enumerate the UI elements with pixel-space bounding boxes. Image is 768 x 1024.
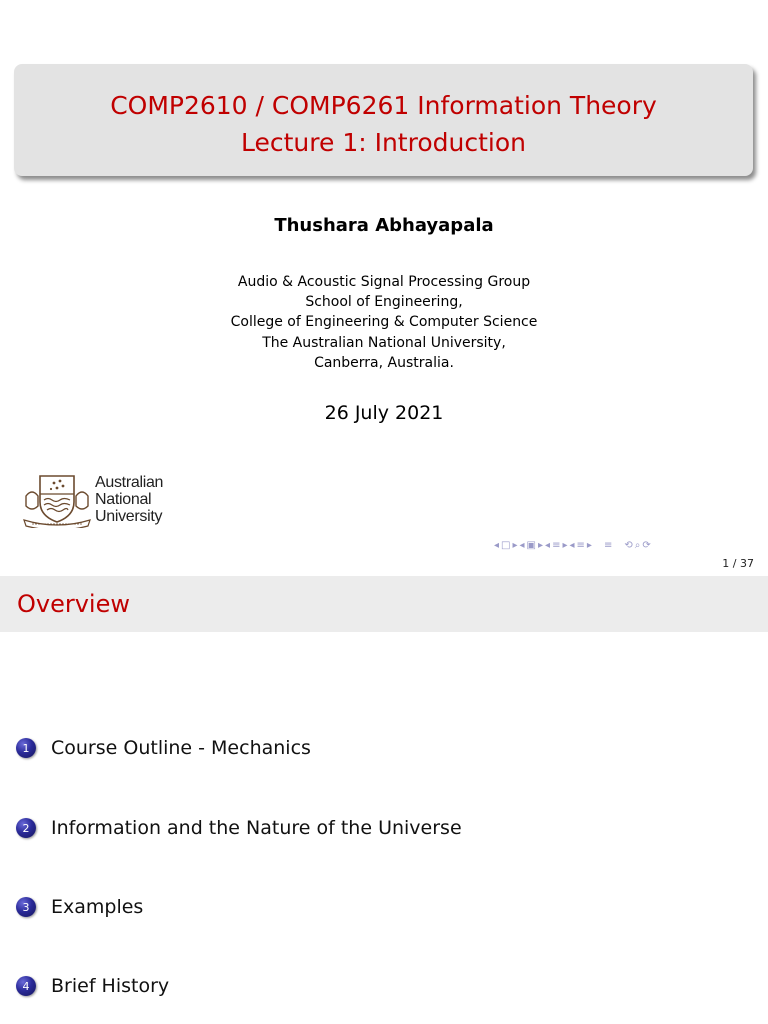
anu-logo (22, 470, 182, 530)
nav-symbol-icon[interactable]: ◂ (494, 540, 501, 551)
author-name: Thushara Abhayapala (274, 215, 494, 236)
overview-slide (0, 576, 768, 1024)
toc-number-ball: 1 (16, 738, 36, 758)
nav-symbol-icon[interactable]: ⟲ (624, 540, 634, 551)
toc-label: Information and the Nature of the Universe (51, 817, 462, 839)
nav-symbol-icon[interactable]: ≡ (603, 540, 614, 551)
affiliation-line: School of Engineering, (305, 294, 463, 311)
overview-header (0, 576, 768, 632)
slide-subtitle: Lecture 1: Introduction (241, 128, 526, 157)
nav-symbol-icon[interactable]: ▣ (526, 540, 537, 551)
nav-symbol-icon[interactable]: ▸ (586, 540, 593, 551)
nav-symbol-icon[interactable]: ▸ (538, 540, 545, 551)
toc-label: Brief History (51, 975, 170, 997)
logo-line: Australian (95, 474, 164, 491)
logo-line: University (95, 508, 163, 525)
page-number: 1 / 37 (722, 557, 754, 570)
affiliation-line: Audio & Acoustic Signal Processing Group (237, 274, 531, 290)
nav-symbol-icon[interactable]: ⌕ (634, 540, 642, 551)
toc-number-ball: 3 (16, 897, 36, 917)
nav-symbol-icon[interactable]: ⟳ (642, 540, 652, 551)
toc-item-information-nature[interactable] (16, 813, 462, 843)
affiliation (0, 272, 768, 373)
title-box (14, 64, 753, 176)
nav-symbol-icon[interactable]: ◂ (519, 540, 526, 551)
logo-line: National (95, 491, 152, 508)
toc-label: Course Outline - Mechanics (51, 737, 311, 759)
anu-crest-icon (22, 472, 92, 528)
slide-title: COMP2610 / COMP6261 Information Theory (110, 91, 657, 120)
toc-item-examples[interactable] (16, 892, 143, 922)
affiliation-line: College of Engineering & Computer Science (230, 314, 538, 331)
toc-number-ball: 4 (16, 976, 36, 996)
affiliation-line: The Australian National University, (262, 334, 506, 351)
lecture-date: 26 July 2021 (324, 402, 444, 424)
toc-number-ball: 2 (16, 818, 36, 838)
affiliation-line: Canberra, Australia. (314, 354, 454, 371)
toc-item-course-outline[interactable] (16, 733, 311, 763)
toc-label: Examples (51, 896, 144, 918)
nav-symbol-icon[interactable]: □ (501, 540, 512, 551)
beamer-nav-bar[interactable] (494, 540, 653, 554)
nav-symbol-icon[interactable]: ▸ (562, 540, 569, 551)
overview-title: Overview (17, 590, 130, 618)
logo-text (95, 474, 163, 525)
nav-symbol-icon[interactable]: ▸ (512, 540, 519, 551)
toc-item-brief-history[interactable] (16, 971, 169, 1001)
nav-symbol-icon[interactable]: ◂ (545, 540, 552, 551)
nav-symbol-icon[interactable]: ◂ (569, 540, 576, 551)
nav-symbol-icon[interactable]: ≡ (576, 540, 586, 551)
nav-symbol-icon[interactable]: ≡ (552, 540, 562, 551)
